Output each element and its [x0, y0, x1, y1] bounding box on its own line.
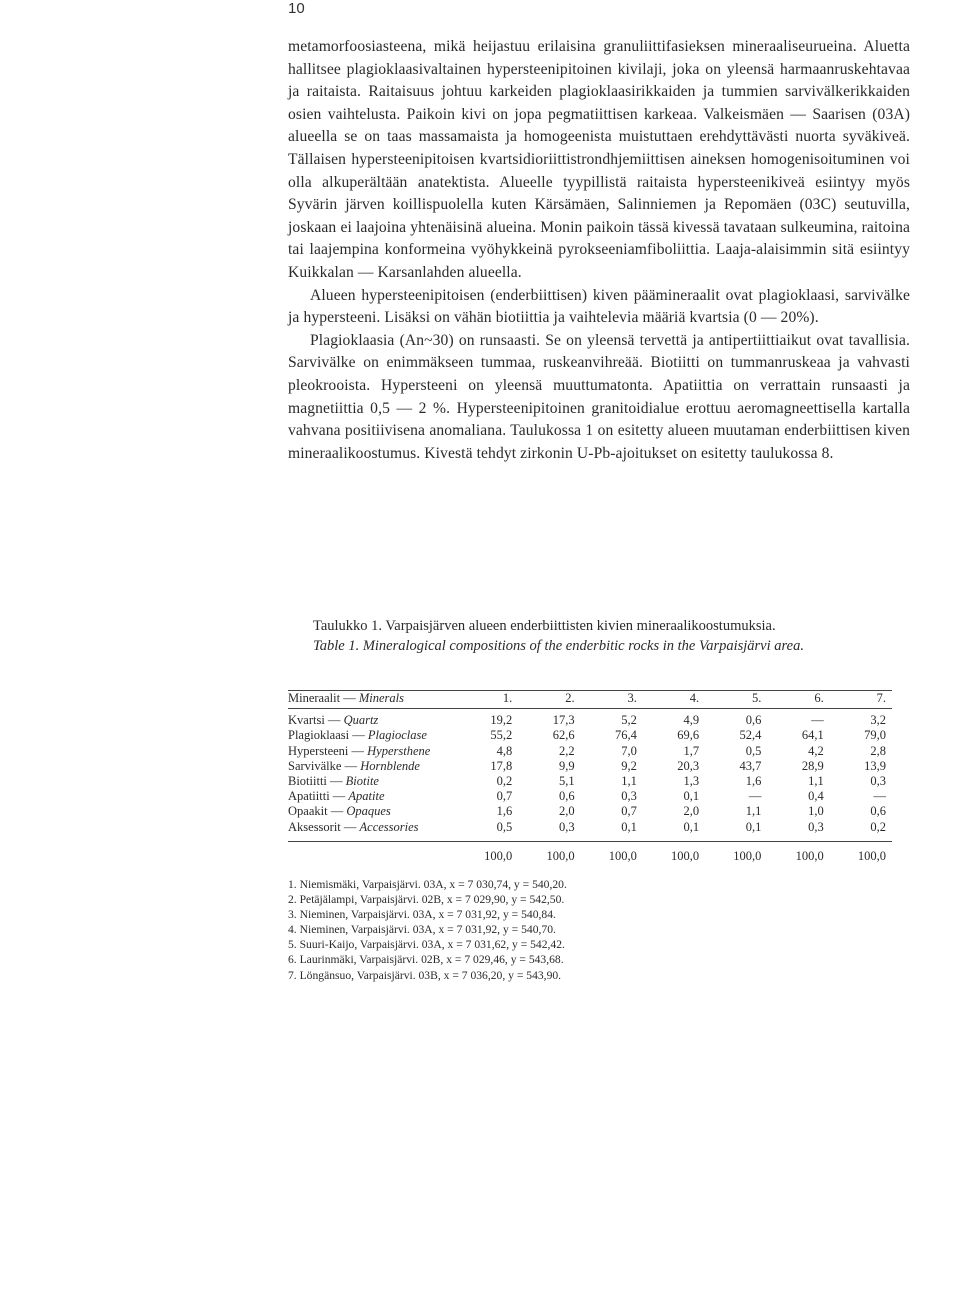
mineral-name-en: Hornblende — [360, 758, 420, 773]
table-cell: 0,7 — [496, 789, 513, 804]
mineral-name-en: Quartz — [343, 713, 379, 728]
table-body — [288, 709, 892, 842]
table-cell: 0,5 — [745, 743, 762, 758]
header-col-4: 4. — [643, 691, 705, 709]
footnote-5: 5. Suuri-Kaijo, Varpaisjärvi. 03A, x = 7 031,62, y = 542,42. — [288, 938, 565, 952]
mineral-name-en: Opaques — [346, 804, 391, 819]
header-col-1: 1. — [456, 691, 518, 709]
mineral-name — [288, 774, 456, 789]
mineral-name — [288, 744, 456, 759]
table-caption — [313, 616, 913, 656]
total-col-7: 100,0 — [857, 848, 886, 863]
table-row — [288, 804, 892, 819]
header-col-6: 6. — [767, 691, 829, 709]
table-cell: 2,2 — [558, 743, 575, 758]
table-cell: 2,8 — [870, 743, 886, 758]
caption-finnish: Taulukko 1. Varpaisjärven alueen enderbiittisten kivien mineraalikoostumuksia. — [313, 618, 776, 634]
paragraph-3: Plagioklaasia (An~30) on runsaasti. Se on yleensä tervettä ja antipertiittiaikut ovat tavallisia. Sarvivälke on enimmäkseen tummaa, ruskeanvihreää. Biotiitti on tummanruskeaa ja vahvasti pleokrooista. Hypersteeni on yleensä muuttumatonta. Apatiittia on verrattain runsaasti ja magnetiittia 0,5 — 2 %. Hypersteenipitoinen granitoidialue erottuu aeromagneettisella kartalla vahvana positiivisena anomaliana. Taulukossa 1 on esitetty alueen muutaman enderbiittisen kiven mineraalikoostumus. Kivestä tehdyt zirkonin U-Pb-ajoitukset on esitetty taulukossa 8. — [288, 331, 910, 462]
table-cell: 0,3 — [558, 819, 575, 834]
footnote-2: 2. Petäjälampi, Varpaisjärvi. 02B, x = 7 029,90, y = 542,50. — [288, 893, 565, 907]
body-text — [288, 36, 910, 465]
mineral-composition-table — [288, 690, 892, 864]
table-cell: 17,3 — [552, 713, 575, 728]
footnote-1: 1. Niemismäki, Varpaisjärvi. 03A, x = 7 030,74, y = 540,20. — [288, 878, 567, 891]
mineral-name-en: Accessories — [359, 819, 419, 834]
table-cell: 52,4 — [739, 728, 762, 743]
mineral-name — [288, 728, 456, 743]
mineral-name-fi: Plagioklaasi — — [288, 728, 365, 743]
mineral-table — [288, 690, 892, 864]
table-cell: 3,2 — [870, 713, 886, 728]
table-cell: — — [811, 713, 824, 728]
table-cell: 5,2 — [621, 713, 637, 728]
mineral-name — [288, 804, 456, 819]
header-col-3: 3. — [581, 691, 643, 709]
table-cell: 55,2 — [490, 728, 513, 743]
total-col-5: 100,0 — [733, 848, 762, 863]
table-cell: 1,1 — [621, 774, 637, 789]
mineral-name-en: Biotite — [345, 774, 379, 789]
table-header-row — [288, 691, 892, 709]
footnote-3: 3. Nieminen, Varpaisjärvi. 03A, x = 7 031,92, y = 540,84. — [288, 908, 556, 922]
mineral-name-fi: Kvartsi — — [288, 713, 341, 728]
table-cell: 1,0 — [808, 804, 824, 819]
table-row — [288, 728, 892, 743]
mineral-name-fi: Aksessorit — — [288, 819, 357, 834]
footnote-6: 6. Laurinmäki, Varpaisjärvi. 02B, x = 7 029,46, y = 543,68. — [288, 953, 564, 967]
table-cell: 1,6 — [745, 774, 762, 789]
mineral-name-fi: Apatiitti — — [288, 789, 346, 804]
table-cell: 0,6 — [870, 804, 886, 819]
mineral-name-fi: Opaakit — — [288, 804, 344, 819]
table-cell: 17,8 — [490, 758, 513, 773]
mineral-name — [288, 709, 456, 729]
table-cell: 9,9 — [558, 758, 575, 773]
table-row — [288, 744, 892, 759]
table-cell: 9,2 — [621, 758, 637, 773]
table-cell: 43,7 — [739, 758, 762, 773]
table-cell: 79,0 — [864, 728, 886, 743]
header-minerals-fi: Mineraalit — — [288, 691, 356, 705]
total-col-6: 100,0 — [795, 848, 824, 863]
table-row — [288, 774, 892, 789]
mineral-name-en: Hypersthene — [367, 743, 431, 758]
table-cell: 0,1 — [683, 819, 700, 834]
mineral-name-fi: Hypersteeni — — [288, 743, 365, 758]
table-cell: 0,3 — [808, 819, 824, 834]
table-cell: 62,6 — [552, 728, 575, 743]
table-cell: 2,0 — [558, 804, 575, 819]
mineral-name — [288, 789, 456, 804]
table-cell: 0,1 — [745, 819, 762, 834]
total-col-1: 100,0 — [484, 848, 513, 863]
paragraph-1: metamorfoosiasteena, mikä heijastuu erilaisina granuliittifasieksen mineraaliseurueina. Aluetta hallitsee plagioklaasivaltainen hypersteenipitoinen kivilaji, joka on yleensä harmaanruskehtavaa ja raitaista. Raitaisuus johtuu karkeiden plagioklaasirikkaiden ja tummien sarvivälkerikkaiden osien vaihtelusta. Paikoin kivi on jopa pegmatiittisen karkeaa. Valkeismäen — Saarisen (03A) alueella se on taas massamaista ja homogeenista muistuttaen erehdyttävästi nuorta syväkiveä. Tällaisen hypersteenipitoisen kvartsidioriittistrondhjemiittisen aineksen homogenisoituminen voi olla alkuperältään anatektista. Alueelle tyypillistä raitaista hypersteenikiveä esiintyy myös Syvärin järven koillispuolella kuten Kärsämäen, Salinniemen ja Repomäen (03C) seutuvilla, joskaan ei laajoina yhtenäisinä alueina. Monin paikoin tässä kivessä tavataan sulkeumina, raitoina tai laajempina konformeina vyöhykkeinä pyrokseeniamfiboliittia. Laaja-alaisimmin sitä esiintyy Kuikkalan — Karsanlahden alueella. — [288, 38, 910, 281]
table-cell: 19,2 — [490, 713, 513, 728]
table-cell: 69,6 — [677, 728, 700, 743]
footnote-4: 4. Nieminen, Varpaisjärvi. 03A, x = 7 031,92, y = 540,70. — [288, 923, 556, 937]
total-col-3: 100,0 — [608, 848, 637, 863]
header-minerals — [288, 691, 456, 709]
table-cell: 0,7 — [621, 804, 637, 819]
table-cell: 4,8 — [496, 743, 513, 758]
table-cell: — — [873, 789, 886, 804]
mineral-name — [288, 759, 456, 774]
table-cell: 64,1 — [801, 728, 824, 743]
header-col-7: 7. — [830, 691, 892, 709]
table-cell: 2,0 — [683, 804, 700, 819]
caption-english: Table 1. Mineralogical compositions of the enderbitic rocks in the Varpaisjärvi area. — [313, 638, 804, 654]
mineral-name-fi: Biotiitti — — [288, 774, 343, 789]
mineral-name-en: Plagioclase — [367, 728, 427, 743]
table-row — [288, 759, 892, 774]
table-cell: 1,6 — [496, 804, 513, 819]
paragraph-2: Alueen hypersteenipitoisen (enderbiittisen) kiven päämineraalit ovat plagioklaasi, sarvivälke ja hypersteeni. Lisäksi on vähän biotiittia ja vaihtelevia määriä kvartsia (0 — 20%). — [288, 286, 910, 327]
mineral-name-en: Apatite — [348, 789, 385, 804]
table-cell: 0,5 — [496, 819, 513, 834]
table-cell: 4,2 — [808, 743, 824, 758]
table-cell: 1,1 — [808, 774, 824, 789]
table-cell: 0,4 — [808, 789, 824, 804]
table-cell: 0,1 — [683, 789, 700, 804]
table-cell: 0,2 — [870, 819, 886, 834]
header-minerals-en: Minerals — [358, 691, 404, 705]
mineral-name — [288, 820, 456, 842]
total-col-2: 100,0 — [546, 848, 575, 863]
table-cell: 0,3 — [621, 789, 637, 804]
table-cell: 20,3 — [677, 758, 700, 773]
table-row — [288, 820, 892, 842]
table-cell: 7,0 — [621, 743, 637, 758]
table-cell: 0,6 — [558, 789, 575, 804]
table-cell: 0,2 — [496, 774, 513, 789]
header-col-2: 2. — [518, 691, 580, 709]
total-col-4: 100,0 — [671, 848, 700, 863]
header-col-5: 5. — [705, 691, 767, 709]
table-cell: 0,6 — [745, 713, 762, 728]
footnote-7: 7. Löngänsuo, Varpaisjärvi. 03B, x = 7 036,20, y = 543,90. — [288, 968, 562, 982]
table-cell: 76,4 — [614, 728, 637, 743]
table-cell: 1,3 — [683, 774, 700, 789]
table-cell: 4,9 — [683, 713, 700, 728]
table-cell: 0,3 — [870, 774, 886, 789]
table-cell: 5,1 — [558, 774, 575, 789]
table-footnotes — [288, 877, 888, 983]
mineral-name-fi: Sarvivälke — — [288, 758, 358, 773]
table-row — [288, 709, 892, 729]
table-cell: — — [748, 789, 762, 804]
table-cell: 13,9 — [864, 758, 886, 773]
table-row — [288, 789, 892, 804]
table-cell: 0,1 — [621, 819, 637, 834]
page-number: 10 — [288, 0, 305, 17]
table-cell: 1,7 — [683, 743, 700, 758]
table-totals-row — [288, 841, 892, 864]
table-cell: 1,1 — [745, 804, 762, 819]
table-cell: 28,9 — [801, 758, 824, 773]
